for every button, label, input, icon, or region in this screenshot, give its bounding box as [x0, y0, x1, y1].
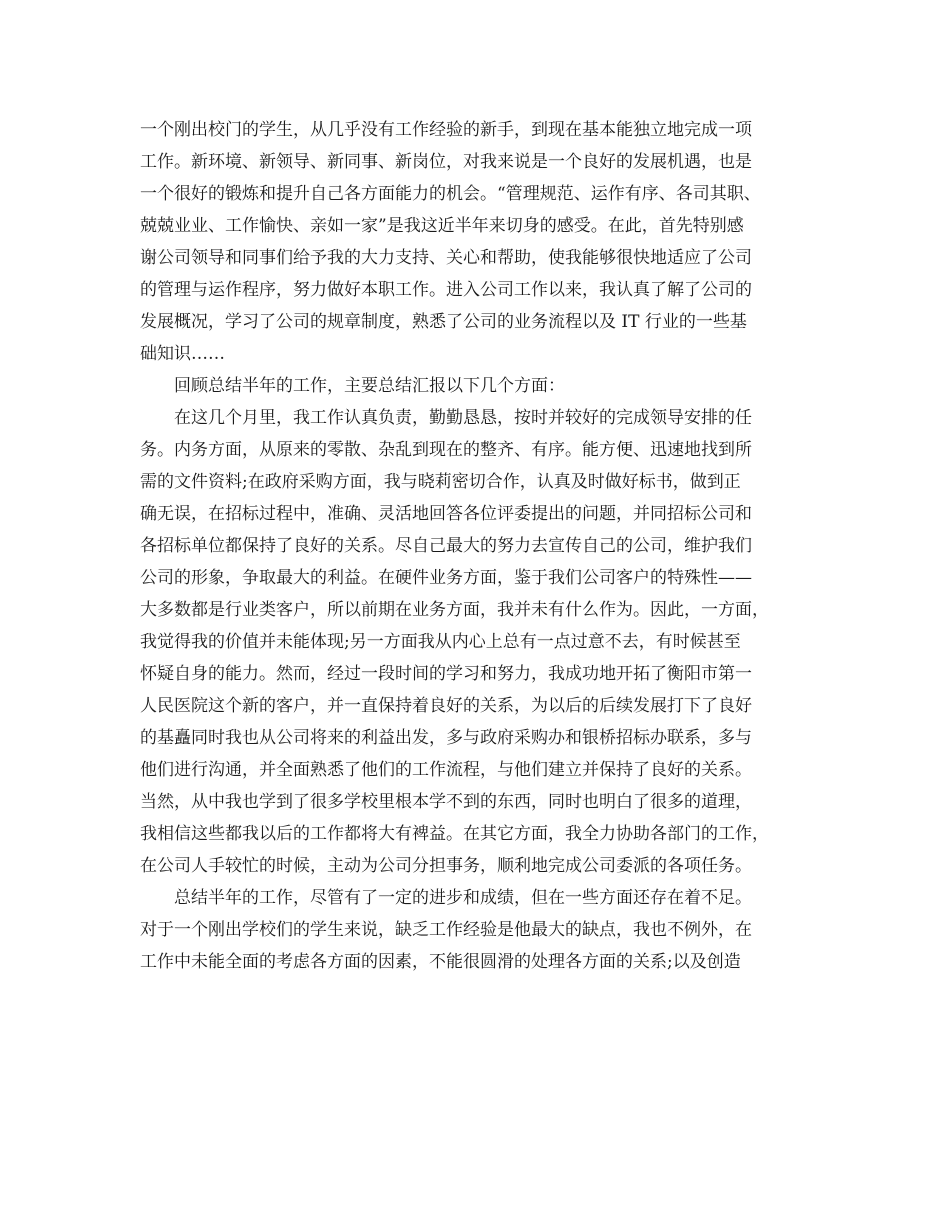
- text-line: 人民医院这个新的客户，并一直保持着良好的关系，为以后的后续发展打下了良好: [140, 696, 752, 716]
- text-line: 发展概况，学习了公司的规章制度，熟悉了公司的业务流程以及 IT 行业的一些基: [140, 312, 747, 332]
- text-line: 的基矗同时我也从公司将来的利益出发，多与政府采购办和银桥招标办联系，多与: [140, 728, 752, 748]
- document-body: [140, 114, 830, 978]
- text-line: 务。内务方面，从原来的零散、杂乱到现在的整齐、有序。能方便、迅速地找到所: [140, 440, 752, 460]
- text-line: 我觉得我的价值并未能体现;另一方面我从内心上总有一点过意不去，有时候甚至: [140, 632, 741, 652]
- text-line: 一个很好的锻炼和提升自己各方面能力的机会。“管理规范、运作有序、各司其职、: [140, 184, 761, 204]
- text-line: 需的文件资料;在政府采购方面，我与晓莉密切合作，认真及时做好标书，做到正: [140, 472, 741, 492]
- text-line: 工作。新环境、新领导、新同事、新岗位，对我来说是一个良好的发展机遇，也是: [140, 152, 752, 172]
- text-line: 的管理与运作程序，努力做好本职工作。进入公司工作以来，我认真了解了公司的: [140, 280, 752, 300]
- text-line: 怀疑自身的能力。然而，经过一段时间的学习和努力，我成功地开拓了衡阳市第一: [140, 664, 752, 684]
- text-line: 大多数都是行业类客户，所以前期在业务方面，我并未有什么作为。因此，一方面，: [140, 600, 769, 620]
- text-line: 公司的形象，争取最大的利益。在硬件业务方面，鉴于我们公司客户的特殊性——: [140, 568, 752, 588]
- text-line: 各招标单位都保持了良好的关系。尽自己最大的努力去宣传自己的公司，维护我们: [140, 536, 752, 556]
- text-line: 础知识……: [140, 344, 225, 364]
- text-line: 总结半年的工作，尽管有了一定的进步和成绩，但在一些方面还存在着不足。: [174, 888, 752, 908]
- text-line: 他们进行沟通，并全面熟悉了他们的工作流程，与他们建立并保持了良好的关系。: [140, 760, 752, 780]
- text-line: 在公司人手较忙的时候，主动为公司分担事务，顺利地完成公司委派的各项任务。: [140, 856, 752, 876]
- text-line: 对于一个刚出学校们的学生来说，缺乏工作经验是他最大的缺点，我也不例外，在: [140, 920, 752, 940]
- text-line: 我相信这些都我以后的工作都将大有裨益。在其它方面，我全力协助各部门的工作，: [140, 824, 769, 844]
- text-line: 在这几个月里，我工作认真负责，勤勤恳恳，按时并较好的完成领导安排的任: [174, 408, 752, 428]
- paragraph-heading-line: 回顾总结半年的工作，主要总结汇报以下几个方面：: [174, 376, 565, 396]
- text-line: 确无误，在招标过程中，准确、灵活地回答各位评委提出的问题，并同招标公司和: [140, 504, 752, 524]
- text-line: 兢兢业业、工作愉快、亲如一家”是我这近半年来切身的感受。在此，首先特别感: [140, 216, 744, 236]
- text-line: 当然，从中我也学到了很多学校里根本学不到的东西，同时也明白了很多的道理，: [140, 792, 752, 812]
- text-line: 一个刚出校门的学生，从几乎没有工作经验的新手，到现在基本能独立地完成一项: [140, 120, 752, 140]
- text-line: 工作中未能全面的考虑各方面的因素，不能很圆滑的处理各方面的关系;以及创造: [140, 952, 741, 972]
- text-line: 谢公司领导和同事们给予我的大力支持、关心和帮助，使我能够很快地适应了公司: [140, 248, 752, 268]
